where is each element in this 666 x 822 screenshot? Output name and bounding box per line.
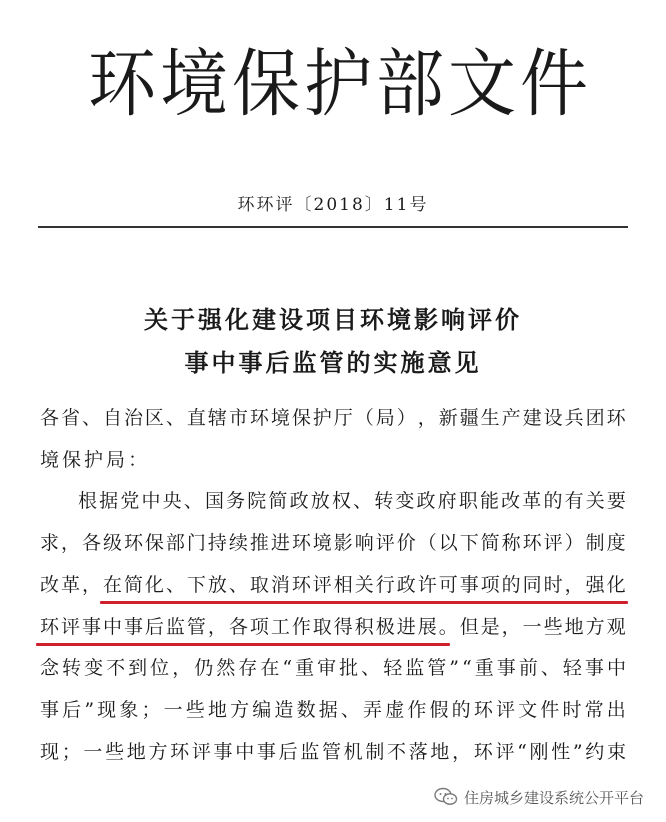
body-line-6: 事 后 ” 现 象 ； 一 些 地 方 编 造 数 据 、 弄 虚 作 假 的 环 评 文 件 时 常 出 [40,699,626,721]
salutation-line-2: 境 保 护 局 ： [40,449,151,471]
body-line-7: 现 ； 一 些 地 方 环 评 事 中 事 后 监 管 机 制 不 落 地 ， 环 评 “ 刚 性 ” 约 束 [40,741,626,763]
document-number: 环环评〔2018〕11号 [237,195,429,215]
body-line-3: 改 革 ， 在 简 化 、 下 放 、 取 消 环 评 相 关 行 政 许 可 事 项 的 同 时 ， 强 化 [40,574,626,596]
body-line-4: 环 评 事 中 事 后 监 管 ， 各 项 工 作 取 得 积 极 进 展 。 但 是 ， 一 些 地 方 观 [40,616,626,638]
wechat-watermark [428,782,650,812]
body-line-2: 求 ， 各 级 环 保 部 门 持 续 推 进 环 境 影 响 评 价 （ 以 下 简 称 环 评 ） 制 度 [40,532,626,554]
body-line-5: 念 转 变 不 到 位 ， 仍 然 存 在 “ 重 审 批 、 轻 监 管 ” “ 重 事 前 、 轻 事 中 [40,657,626,679]
header-divider [38,226,628,228]
body-line-1: 根 据 党 中 央 、 国 务 院 简 政 放 权 、 转 变 政 府 职 能 改 革 的 有 关 要 [78,490,626,512]
document-title-line-2: 事中事后监管的实施意见 [184,348,482,377]
document-title-line-1: 关于强化建设项目环境影响评价 [144,305,522,334]
wechat-icon [434,787,458,807]
watermark-text: 住房城乡建设系统公开平台 [463,788,644,807]
highlight-underline-2 [36,643,450,646]
highlight-underline-1 [100,601,628,604]
issuer-header-title: 环境保护部文件 [87,42,592,128]
salutation-line-1: 各 省 、 自 治 区 、 直 辖 市 环 境 保 护 厅 （ 局 ） ， 新 疆 生 产 建 设 兵 团 环 [40,407,626,429]
